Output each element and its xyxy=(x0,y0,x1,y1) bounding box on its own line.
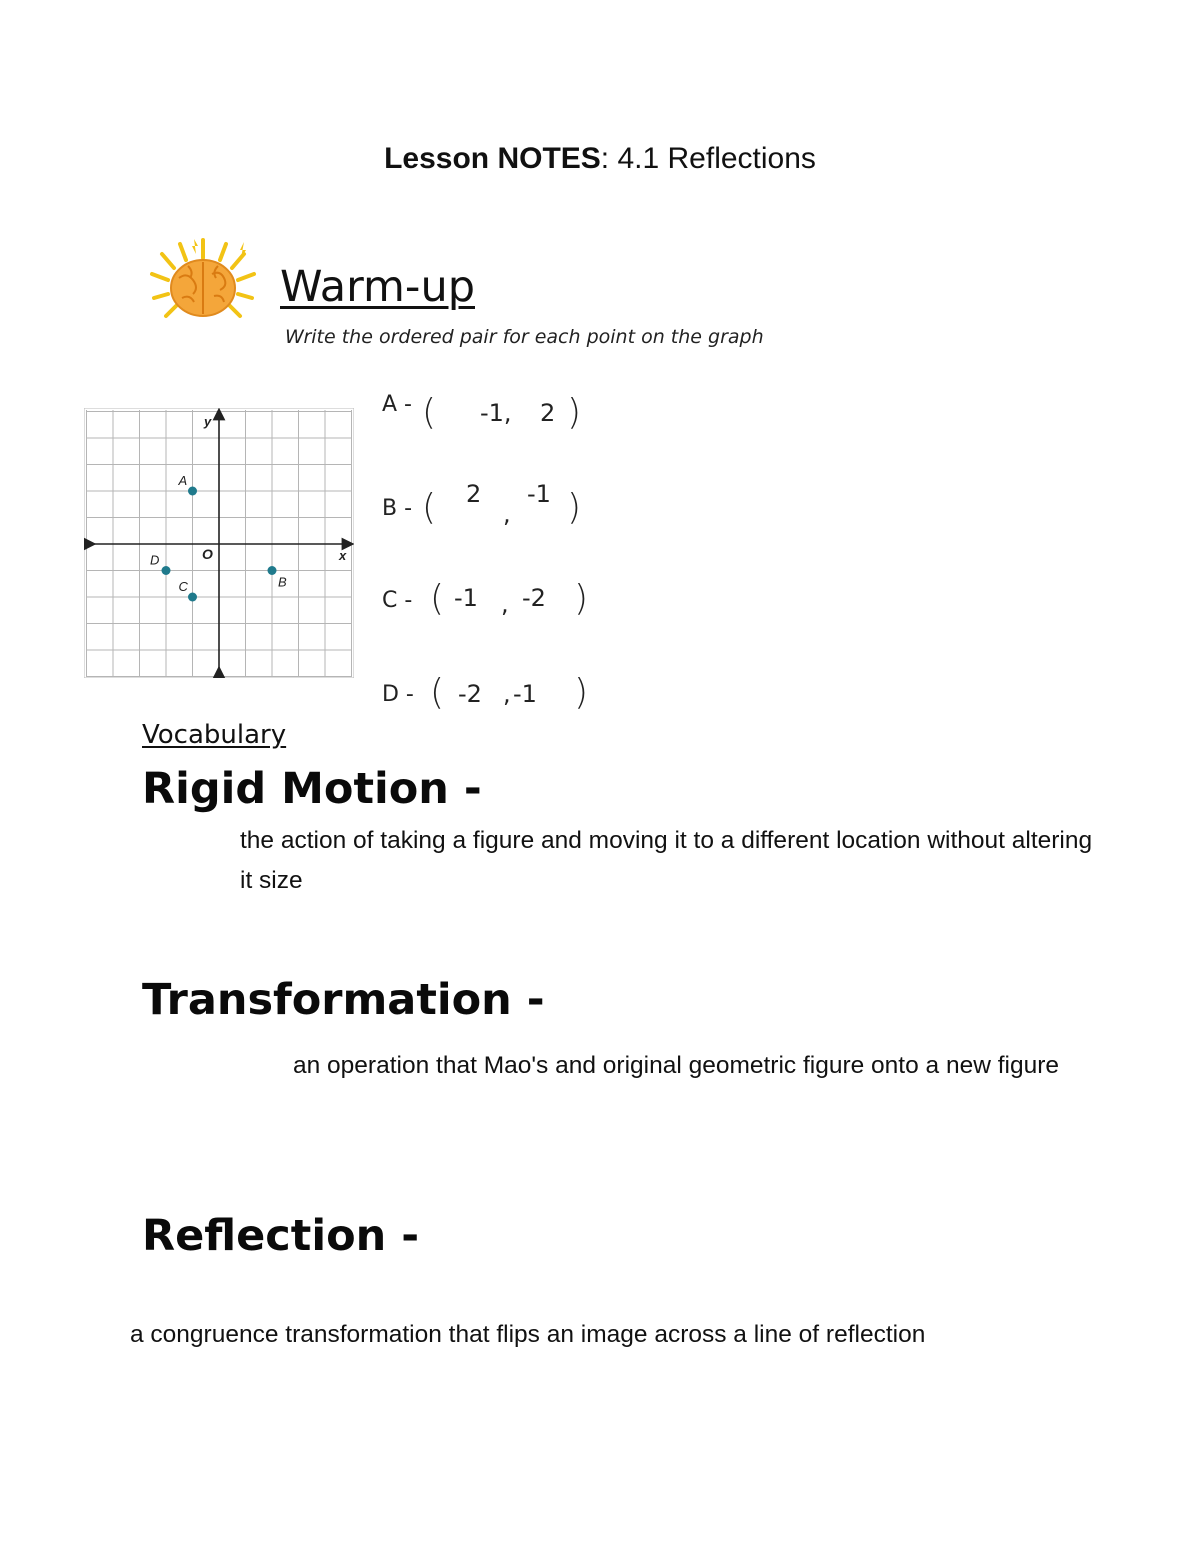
coordinate-graph xyxy=(84,408,354,678)
answer-b-open: ( xyxy=(422,487,437,528)
point-d xyxy=(162,566,171,575)
answer-b xyxy=(382,496,412,521)
answer-a-y: 2 xyxy=(540,399,556,427)
point-label-d: D xyxy=(150,552,160,568)
answer-d-open: ( xyxy=(430,672,445,713)
answer-b-close: ) xyxy=(567,487,582,528)
answer-c-y: -2 xyxy=(522,584,546,612)
definition-reflection: a congruence transformation that flips an image across a line of reflection xyxy=(130,1321,926,1348)
warmup-instruction: Write the ordered pair for each point on the graph xyxy=(285,326,764,348)
x-axis-label: x xyxy=(339,548,347,563)
answer-c xyxy=(382,588,412,613)
answer-c-comma: , xyxy=(501,590,509,618)
term-transformation: Transformation - xyxy=(142,975,545,1025)
answer-a-close: ) xyxy=(567,392,582,433)
answer-d-x: -2 xyxy=(458,680,482,708)
point-c xyxy=(188,593,197,602)
answer-d-y: -1 xyxy=(513,680,537,708)
point-label-a: A xyxy=(178,473,188,488)
y-axis-label: y xyxy=(204,414,212,429)
title-rest: : 4.1 Reflections xyxy=(600,142,816,175)
brain-icon xyxy=(146,236,260,324)
definition-rigid-motion-line1: the action of taking a figure and moving it to a different location without altering xyxy=(240,827,1093,854)
title-bold: Lesson NOTES xyxy=(384,142,601,175)
answer-d-prefix: D - xyxy=(382,682,414,707)
answer-a-open: ( xyxy=(422,392,437,433)
answer-c-prefix: C - xyxy=(382,588,413,613)
answer-a-x: -1, xyxy=(480,399,512,427)
answer-c-close: ) xyxy=(574,578,589,619)
origin-label: O xyxy=(202,546,213,562)
answer-a-prefix: A - xyxy=(382,392,412,417)
point-label-c: C xyxy=(178,579,188,594)
definition-transformation: an operation that Mao's and original geometric figure onto a new figure xyxy=(293,1052,1060,1079)
answer-c-open: ( xyxy=(430,578,445,619)
answer-b-comma: , xyxy=(503,500,511,528)
vocabulary-heading: Vocabulary xyxy=(142,720,287,750)
point-a xyxy=(188,487,197,496)
definition-rigid-motion-line2: it size xyxy=(240,867,303,894)
point-label-b: B xyxy=(278,574,287,590)
answer-d-close: ) xyxy=(574,672,589,713)
answer-b-x: 2 xyxy=(466,480,482,508)
answer-b-y: -1 xyxy=(527,480,551,508)
answer-c-x: -1 xyxy=(454,584,478,612)
answer-d-comma: , xyxy=(503,680,511,708)
answer-b-prefix: B - xyxy=(382,496,413,521)
term-reflection: Reflection - xyxy=(142,1211,420,1261)
term-rigid-motion: Rigid Motion - xyxy=(142,764,482,814)
page-title xyxy=(0,142,1200,176)
answer-d xyxy=(382,682,414,707)
point-b xyxy=(268,566,277,575)
warmup-title: Warm-up xyxy=(280,262,475,312)
answer-a xyxy=(382,392,412,417)
